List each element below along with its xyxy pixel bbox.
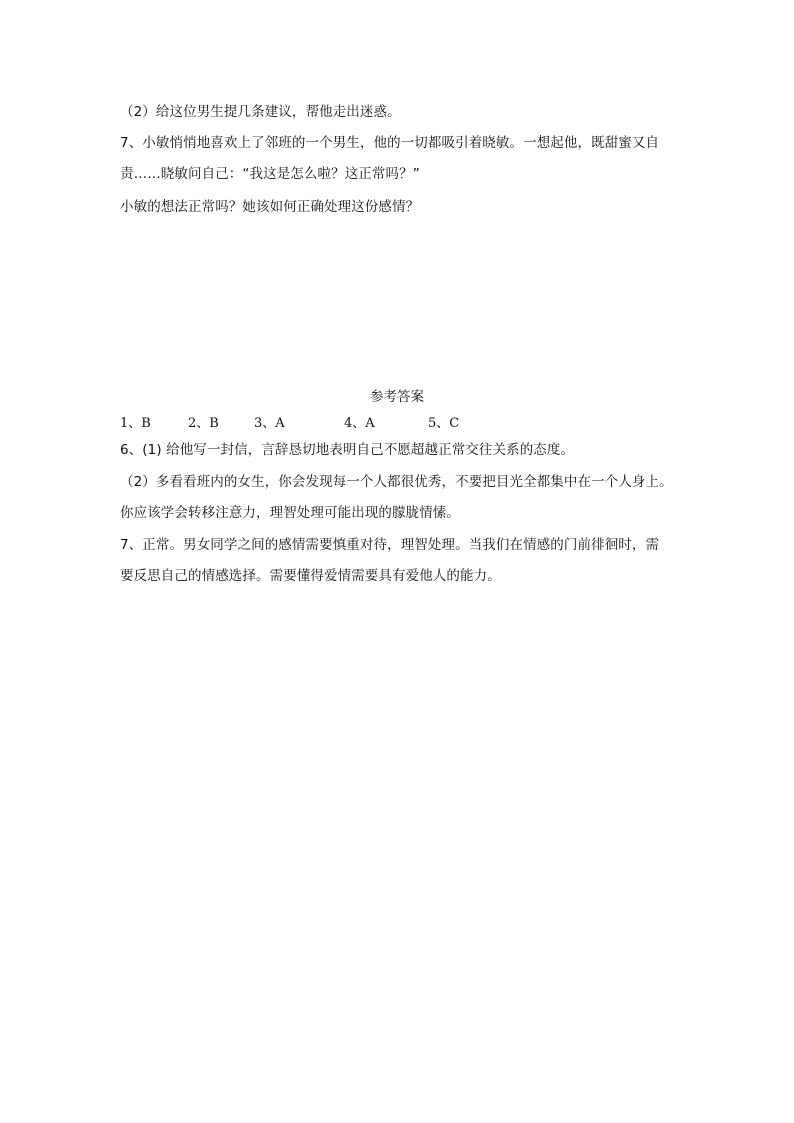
answer-choice-2: 2、B [188, 416, 219, 431]
answer-7-line-2: 要反思自己的情感选择。需要懂得爱情需要具有爱他人的能力。 [120, 568, 501, 584]
question-6-part-2: （2）给这位男生提几条建议，帮他走出迷惑。 [120, 104, 401, 120]
answer-7-line-1: 7、正常。男女同学之间的感情需要慎重对待，理智处理。当我们在情感的门前徘徊时，需 [120, 537, 660, 553]
answer-choice-4: 4、A [344, 416, 375, 431]
answer-choice-1: 1、B [120, 416, 151, 431]
answer-6-line-3: 你应该学会转移注意力，理智处理可能出现的朦胧情愫。 [120, 505, 460, 521]
answer-choice-5: 5、C [428, 416, 460, 431]
answer-6-line-2: （2）多看看班内的女生，你会发现每一个人都很优秀，不要把目光全都集中在一个人身上。 [120, 474, 673, 490]
question-7-prompt: 小敏的想法正常吗？她该如何正确处理这份感情？ [120, 199, 420, 215]
answer-key-title: 参考答案 [370, 389, 424, 405]
answer-6-line-1: 6、(1) 给他写一封信，言辞恳切地表明自己不愿超越正常交往关系的态度。 [120, 442, 575, 458]
question-7-line-1: 7、小敏悄悄地喜欢上了邻班的一个男生，他的一切都吸引着晓敏。一想起他，既甜蜜又自 [120, 135, 660, 151]
question-7-line-2: 责……晓敏问自己：“我这是怎么啦？这正常吗？” [120, 166, 420, 182]
answer-choice-3: 3、A [254, 416, 285, 431]
